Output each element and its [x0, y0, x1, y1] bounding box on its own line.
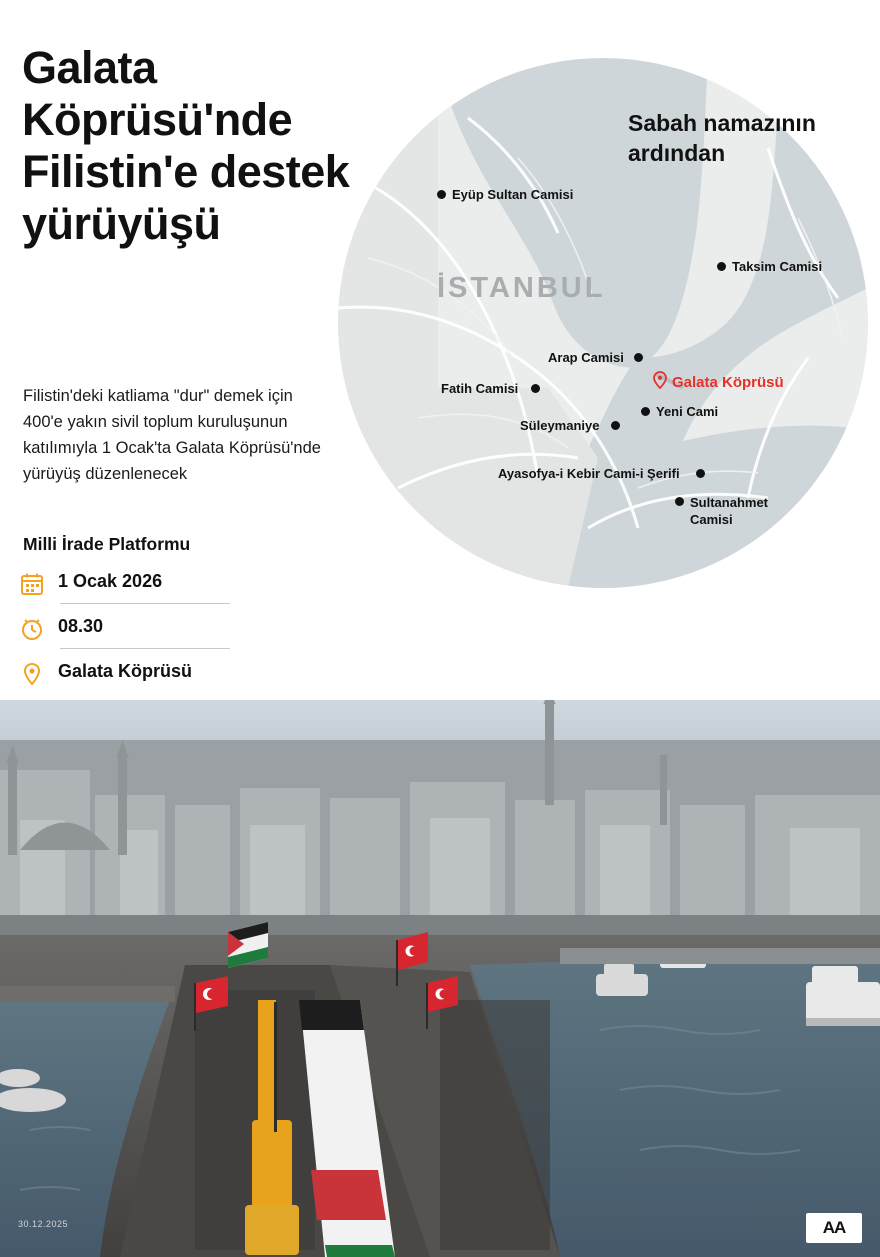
event-details — [20, 566, 350, 701]
detail-location: Galata Köprüsü — [58, 661, 193, 681]
description-text: Filistin'deki katliama "dur" demek için 400'e yakın sivil toplum kuruluşunun katılımıyla 1 Ocak'ta Galata Köprüsü'nde yürüyüş düzenlenecek — [23, 387, 321, 483]
poi-dot — [641, 407, 650, 416]
poi-dot — [634, 353, 643, 362]
calendar-icon — [20, 572, 44, 596]
detail-row-date — [20, 566, 350, 611]
poi-suleymaniye[interactable]: Süleymaniye — [520, 418, 600, 433]
map-title: Sabah namazının ardından — [628, 110, 816, 166]
poi-dot — [675, 497, 684, 506]
divider — [60, 603, 230, 604]
photo-illustration — [0, 700, 880, 1257]
poi-arap-camisi[interactable]: Arap Camisi — [548, 350, 624, 365]
poi-dot — [437, 190, 446, 199]
poi-dot — [531, 384, 540, 393]
city-label: İSTANBUL — [437, 272, 606, 304]
organizer-label: Milli İrade Platformu — [23, 534, 191, 554]
agency-logo — [806, 1213, 862, 1243]
detail-date: 1 Ocak 2026 — [58, 571, 163, 591]
poi-yeni-cami[interactable]: Yeni Cami — [656, 404, 719, 419]
poi-fatih-camisi[interactable]: Fatih Camisi — [441, 381, 519, 396]
detail-row-location — [20, 656, 350, 701]
location-pin-icon — [20, 662, 44, 686]
poi-galata-koprusu[interactable]: Galata Köprüsü — [672, 374, 784, 391]
galata-bridge-pin-icon — [653, 371, 667, 389]
poi-ayasofya[interactable]: Ayasofya-i Kebir Cami-i Şerifi — [498, 466, 680, 481]
poi-dot — [611, 421, 620, 430]
agency-logo-text: AA — [822, 1218, 846, 1237]
clock-icon — [20, 617, 44, 641]
page-title: Galata Köprüsü'nde Filistin'e destek yürüyüşü — [22, 42, 350, 249]
poi-taksim-camisi[interactable]: Taksim Camisi — [732, 259, 823, 274]
detail-row-time — [20, 611, 350, 656]
detail-time: 08.30 — [58, 616, 104, 636]
photo-galata-bridge-crowd — [0, 700, 880, 1257]
photo-date-stamp: 30.12.2025 — [18, 1219, 69, 1229]
divider — [60, 648, 230, 649]
poi-sultanahmet-camisi[interactable]: Sultanahmet Camisi — [690, 495, 769, 527]
poi-dot — [717, 262, 726, 271]
poi-eyup-sultan-camisi[interactable]: Eyüp Sultan Camisi — [452, 187, 574, 202]
poi-dot — [696, 469, 705, 478]
